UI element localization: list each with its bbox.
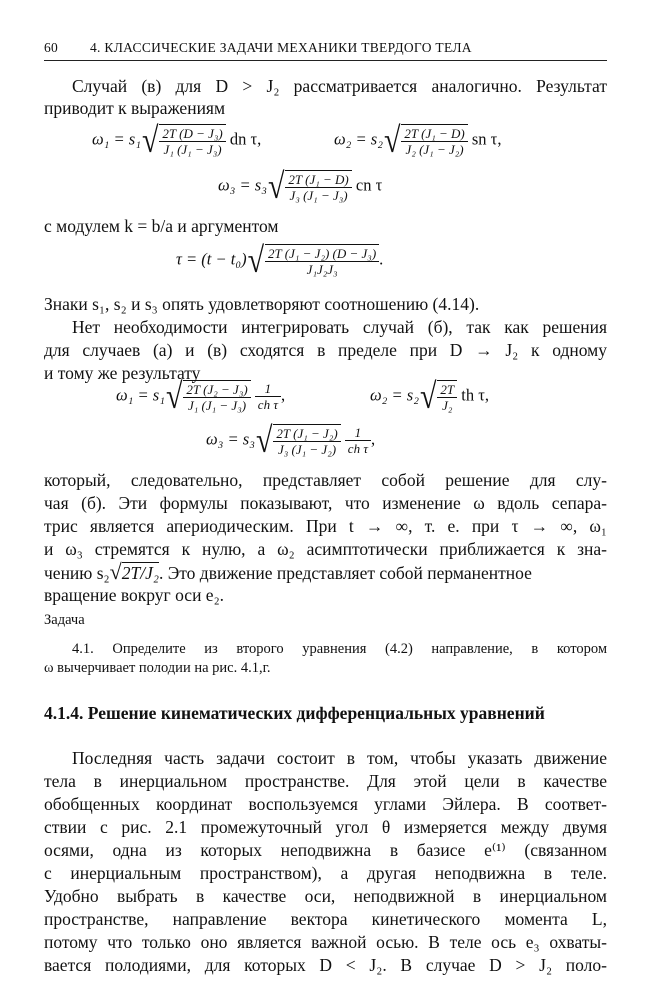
task-text: ω вычерчивает полодии на рис. 4.1,г. [44, 660, 271, 676]
text-line: тела в инерциальном пространстве. Для этой цели в качестве [44, 771, 607, 791]
text-line: Знаки s₁, s₂ и s₃ опять удовлетворяют соотношению (4.14). [44, 294, 480, 314]
text-line: с модулем k = b/a и аргументом [44, 216, 279, 236]
equation-omega3-separatrix: ω₃ = s₃√ $\frac{\text{2T (J₁ − J₂)}}{\text{J₃ (J₁ − J₂)}}$ $\frac{1}{\text{ch τ}}$ , [206, 420, 376, 460]
equation-tau: τ = (t − t₀)√ $\frac{\text{2T (J₁ − J₂) (D − J₃)}}{\text{J₁J₂J₃}}$ . [176, 240, 384, 280]
text-line: обобщенных координат воспользуемся углами Эйлера. В соответ- [44, 794, 607, 814]
text-line: пространстве, направление вектора кинетического момента L, [44, 909, 607, 929]
page-number: 60 [44, 40, 59, 55]
equation-omega2: ω₂ = s₂√ $\frac{\text{2T (J₁ − D)}}{\text{J₂ (J₁ − J₂)}}$ sn τ, [334, 120, 502, 160]
text-line: осями, одна из которых неподвижна в базисе e⁽¹⁾ (связанном [44, 840, 607, 860]
text-line: Удобно выбрать в качестве оси, неподвижной в инерциальном [44, 886, 607, 906]
text-line: Нет необходимости интегрировать случай (б), так как решения [72, 317, 607, 337]
text-line: ствии с рис. 2.1 промежуточный угол θ измеряется между двумя [44, 817, 607, 837]
section-title: 4.1.4. Решение кинематических дифференциальных уравнений [44, 703, 545, 723]
text-line: трис является апериодическим. При t → ∞, т. е. при τ → ∞, ω₁ [44, 516, 607, 536]
task-text: 4.1. Определите из второго уравнения (4.2) направление, в котором [72, 641, 607, 657]
task-heading: Задача [44, 612, 85, 628]
text-line: чая (б). Эти формулы показывают, что изменение ω вдоль сепара- [44, 493, 607, 513]
text-line: для случаев (а) и (в) сходятся в пределе при D → J₂ к одному [44, 340, 607, 360]
text-line: вращение вокруг оси e₂. [44, 585, 225, 605]
equation-omega3: ω₃ = s₃√ $\frac{\text{2T (J₁ − D)}}{\text{J₃ (J₁ − J₃)}}$ cn τ [218, 166, 383, 206]
equation-omega1-separatrix: ω₁ = s₁√ $\frac{\text{2T (J₂ − J₃)}}{\text{J₁ (J₁ − J₃)}}$ $\frac{1}{\text{ch τ}}$ , [116, 376, 286, 416]
text-line: с инерциальным пространством), а другая неподвижна в теле. [44, 863, 607, 883]
text-line: Случай (в) для D > J₂ рассматривается аналогично. Результат [72, 76, 607, 96]
text-line: который, следовательно, представляет собой решение для слу- [44, 470, 607, 490]
text-line: потому что только оно является важной осью. В теле ось e₃ охваты- [44, 932, 607, 952]
text-line: и ω₃ стремятся к нулю, а ω₂ асимптотически приближается к зна- [44, 539, 607, 559]
text-line: чению s₂√2T/J₂. Это движение представляет собой перманентное [44, 559, 532, 584]
header-rule [44, 60, 607, 61]
equation-omega1: ω₁ = s₁√ $\frac{\text{2T (D − J₃)}}{\text{J₁ (J₁ − J₃)}}$ dn τ, [92, 120, 262, 160]
text-line: вается полодиями, для которых D < J₂. В случае D > J₂ поло- [44, 955, 607, 975]
text-line: приводит к выражениям [44, 98, 226, 118]
equation-omega2-separatrix: ω₂ = s₂√ $\frac{2T}{\text{J₂}}$ th τ, [370, 376, 489, 416]
running-title: 4. КЛАССИЧЕСКИЕ ЗАДАЧИ МЕХАНИКИ ТВЕРДОГО ТЕЛА [90, 40, 472, 55]
text-line: и тому же результату [44, 363, 201, 383]
text-line: Последняя часть задачи состоит в том, чтобы указать движение [72, 748, 607, 768]
